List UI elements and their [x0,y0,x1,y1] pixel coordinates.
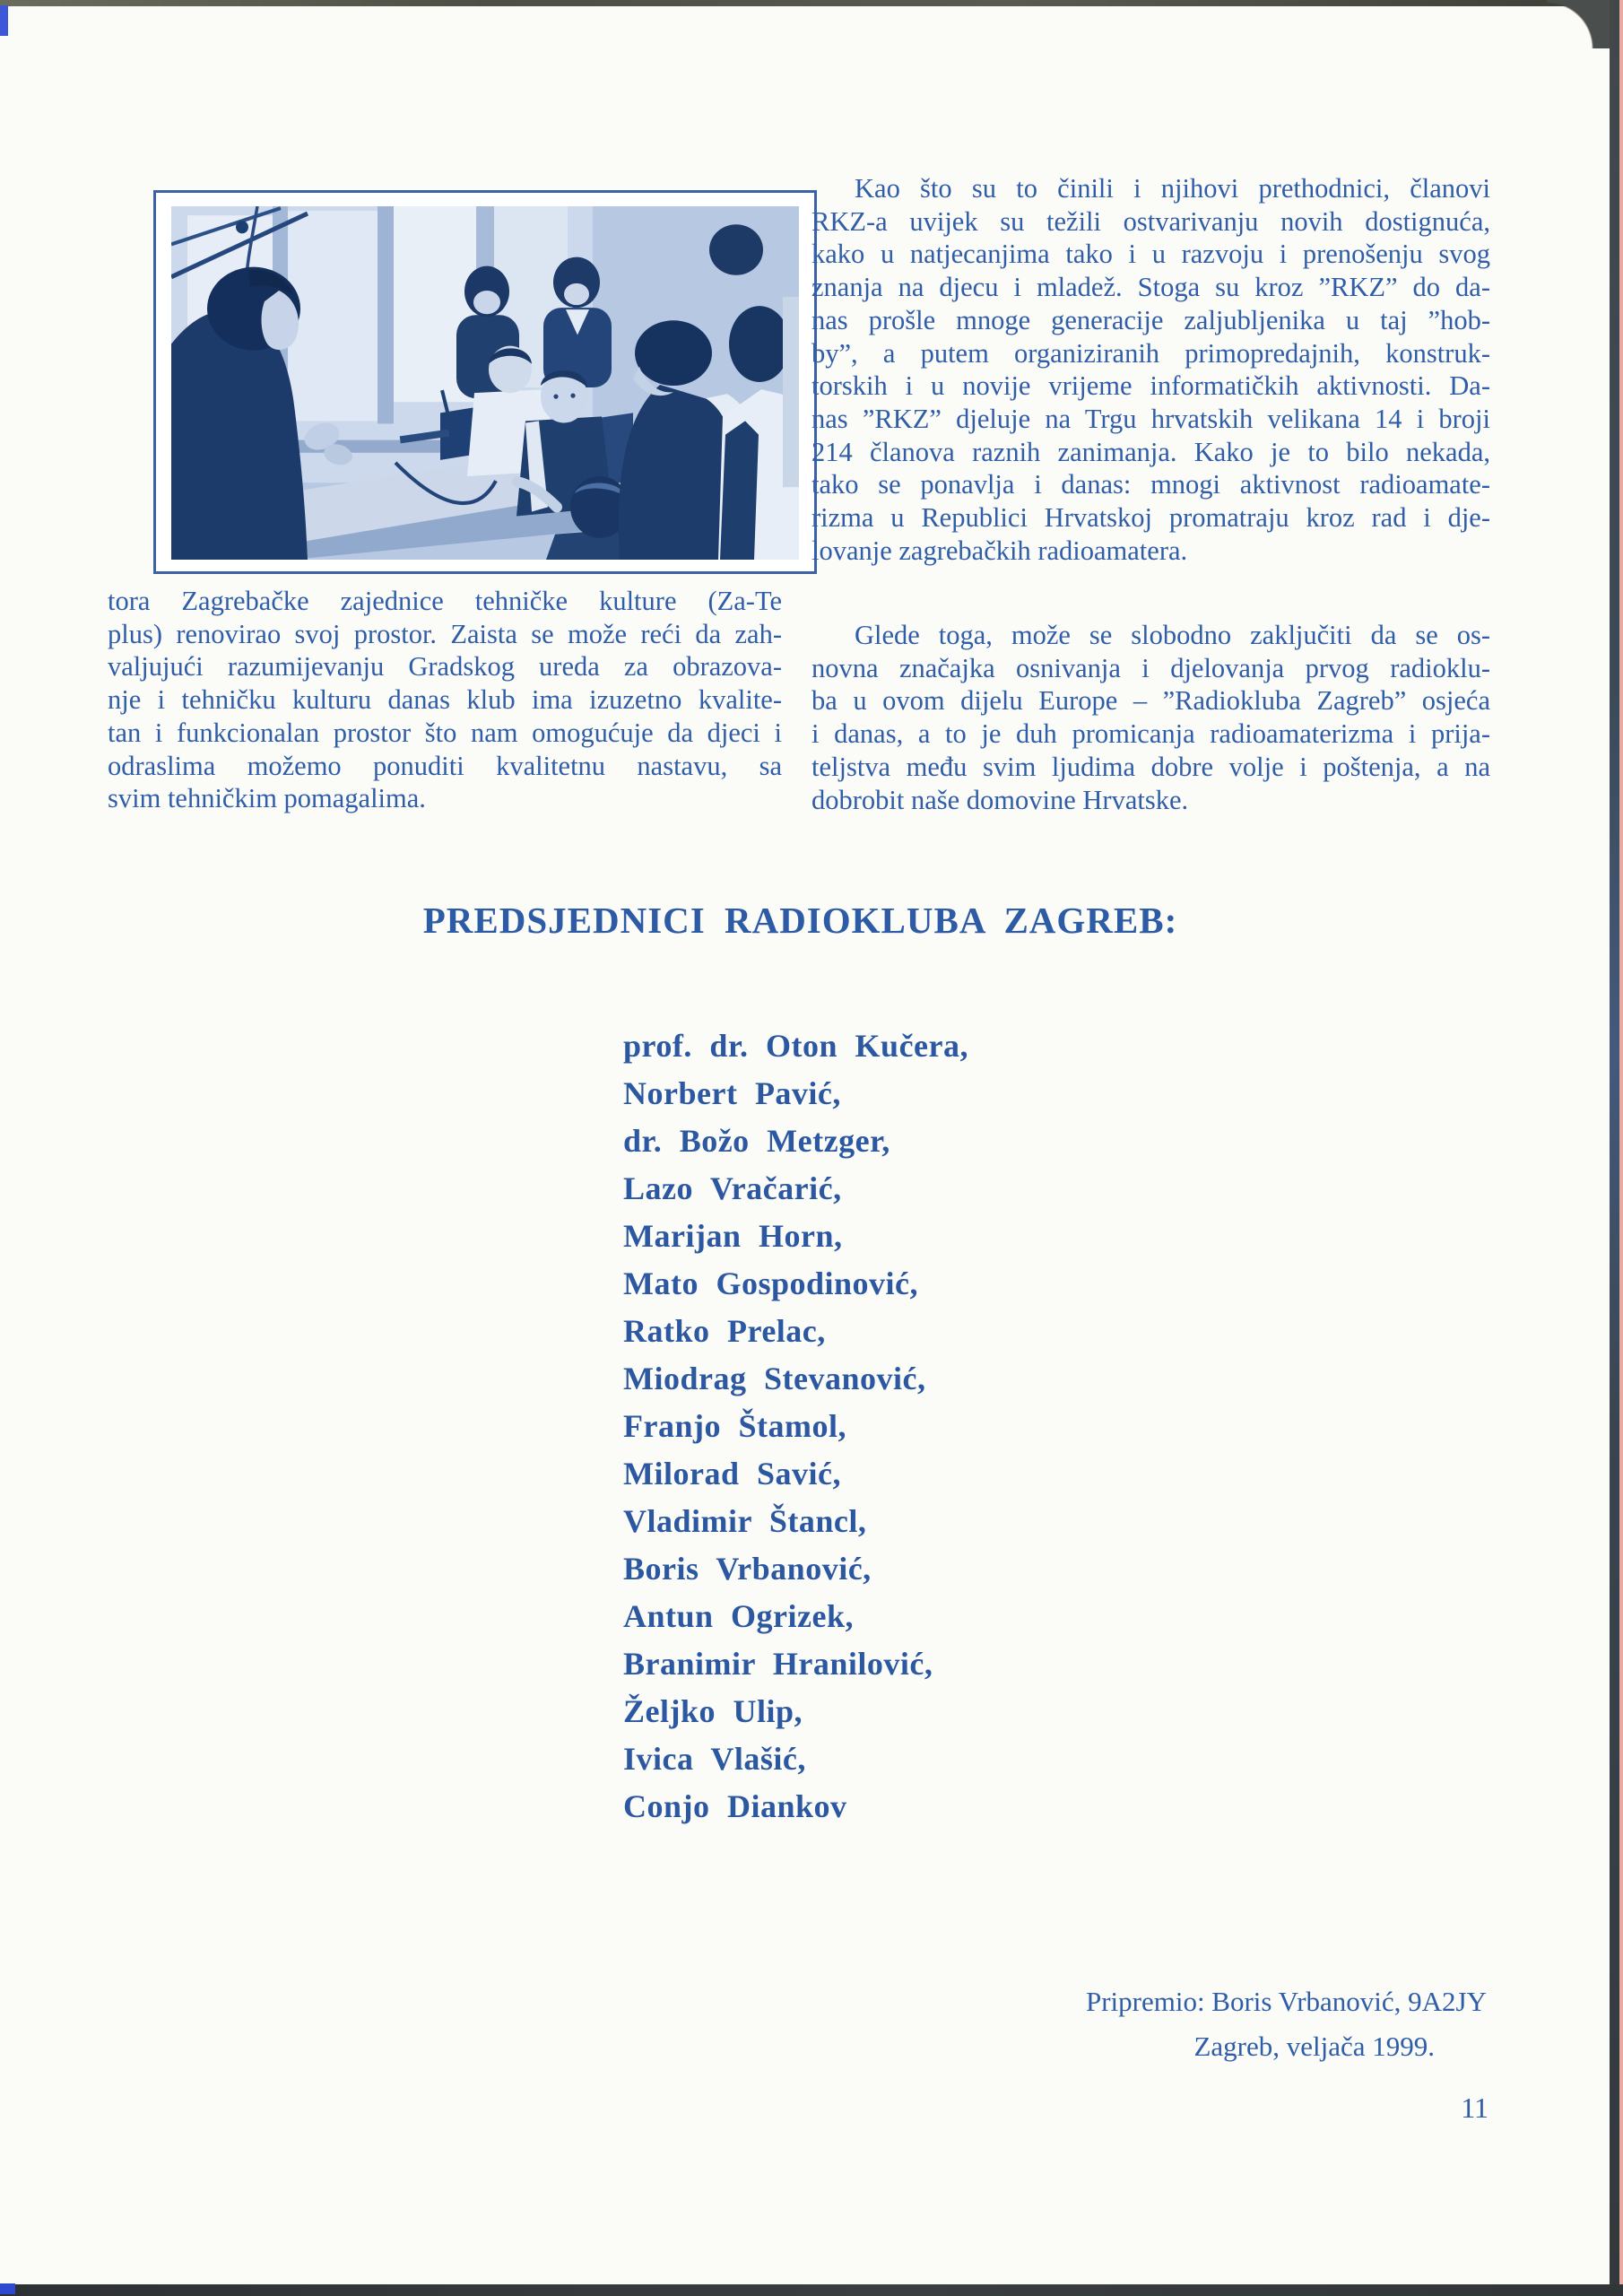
president-name: Ratko Prelac, [623,1313,826,1349]
president-name: Vladimir Štancl, [623,1503,867,1539]
text-line: by”, a putem organiziranih primopredajnih, konstruk- [812,337,1490,369]
scan-backing-strip [1619,0,1623,2296]
text-line: nas ”RKZ” djeluje na Trgu hrvatskih velikana 14 i broji [812,403,1490,434]
text-line: 214 članova raznih zanimanja. Kako je to bilo nekada, [812,436,1490,467]
text-line: Kao što su to činili i njihovi prethodnici, članovi [855,173,1490,204]
president-name: Miodrag Stevanović, [623,1361,926,1396]
president-name: Marijan Horn, [623,1218,843,1254]
president-name: Lazo Vračarić, [623,1170,842,1206]
text-line: ba u ovom dijelu Europe – ”Radiokluba Zagreb” osjeća [812,685,1490,717]
text-line: tora Zagrebačke zajednice tehničke kulture (Za-Te [108,586,782,616]
text-line: znanja na djecu i mladež. Stoga su kroz ”RKZ” do da- [812,272,1490,303]
presidents-list [623,1022,1125,1831]
scan-corner-top-right [1547,0,1611,48]
right-column-paragraph-2 [812,619,1490,816]
text-line: nas prošle mnoge generacije zaljubljenika u taj ”hob- [812,304,1490,335]
president-name: Conjo Diankov [623,1788,847,1824]
text-line: valjujući razumijevanju Gradskog ureda za obrazova- [108,651,782,683]
text-line: novna značajka osnivanja i djelovanja prvog radioklu- [812,652,1490,683]
president-name: prof. dr. Oton Kučera, [623,1028,969,1064]
text-line: tako se ponavlja i danas: mnogi aktivnost radioamate- [812,469,1490,500]
text-line: teljstva među svim ljudima dobre volje i poštenja, a na [812,751,1490,782]
text-line: nje i tehničku kulturu danas klub ima izuzetno kvalite- [108,684,782,716]
president-name: Ivica Vlašić, [623,1741,806,1777]
president-name: Franjo Štamol, [623,1408,846,1444]
text-line: odraslima možemo ponuditi kvalitetnu nastavu, sa [108,750,782,781]
president-name: Branimir Hranilović, [623,1646,933,1682]
president-name: dr. Božo Metzger, [623,1123,890,1159]
text-line: Glede toga, može se slobodno zaključiti da se os- [855,620,1490,650]
president-name: Mato Gospodinović, [623,1265,919,1301]
scan-edge-bottom [0,2284,1623,2296]
text-line: torskih i u novije vrijeme informatičkih aktivnosti. Da- [812,370,1490,402]
president-name: Norbert Pavić, [623,1075,841,1111]
scan-edge-top [0,0,1623,6]
text-line: dobrobit naše domovine Hrvatske. [812,784,1189,815]
text-line: lovanje zagrebačkih radioamatera. [812,535,1188,566]
text-line: svim tehničkim pomagalima. [108,783,426,814]
radio-class-photo [153,190,817,574]
text-line: plus) renovirao svoj prostor. Zaista se može reći da zah- [108,618,782,649]
text-line: i danas, a to je duh promicanja radioamaterizma i prija- [812,718,1490,750]
president-name: Boris Vrbanović, [623,1551,872,1587]
president-name: Željko Ulip, [623,1693,803,1729]
left-column-paragraph [108,585,782,815]
text-line: tan i funkcionalan prostor što nam omogućuje da djeci i [108,717,782,748]
prepared-by-line: Pripremio: Boris Vrbanović, 9A2JY [1085,1986,1487,2017]
section-heading: PREDSJEDNICI RADIOKLUBA ZAGREB: [422,900,1178,941]
president-name: Milorad Savić, [623,1456,841,1492]
place-date-line: Zagreb, veljača 1999. [1193,2031,1435,2062]
text-line: rizma u Republici Hrvatskoj promatraju kroz rad i dje- [812,502,1490,534]
scan-mark-top-left [0,5,8,36]
text-line: kako u natjecanjima tako i u razvoju i prenošenju svog [812,239,1490,270]
right-column-paragraph-1 [812,172,1490,567]
president-name: Antun Ogrizek, [623,1598,855,1634]
radio-class-photo-illustration [171,206,799,560]
page-number: 11 [1461,2092,1488,2124]
scan-mark-bottom-left [0,2283,15,2294]
text-line: RKZ-a uvijek su težili ostvarivanju novih dostignuća, [812,205,1490,237]
